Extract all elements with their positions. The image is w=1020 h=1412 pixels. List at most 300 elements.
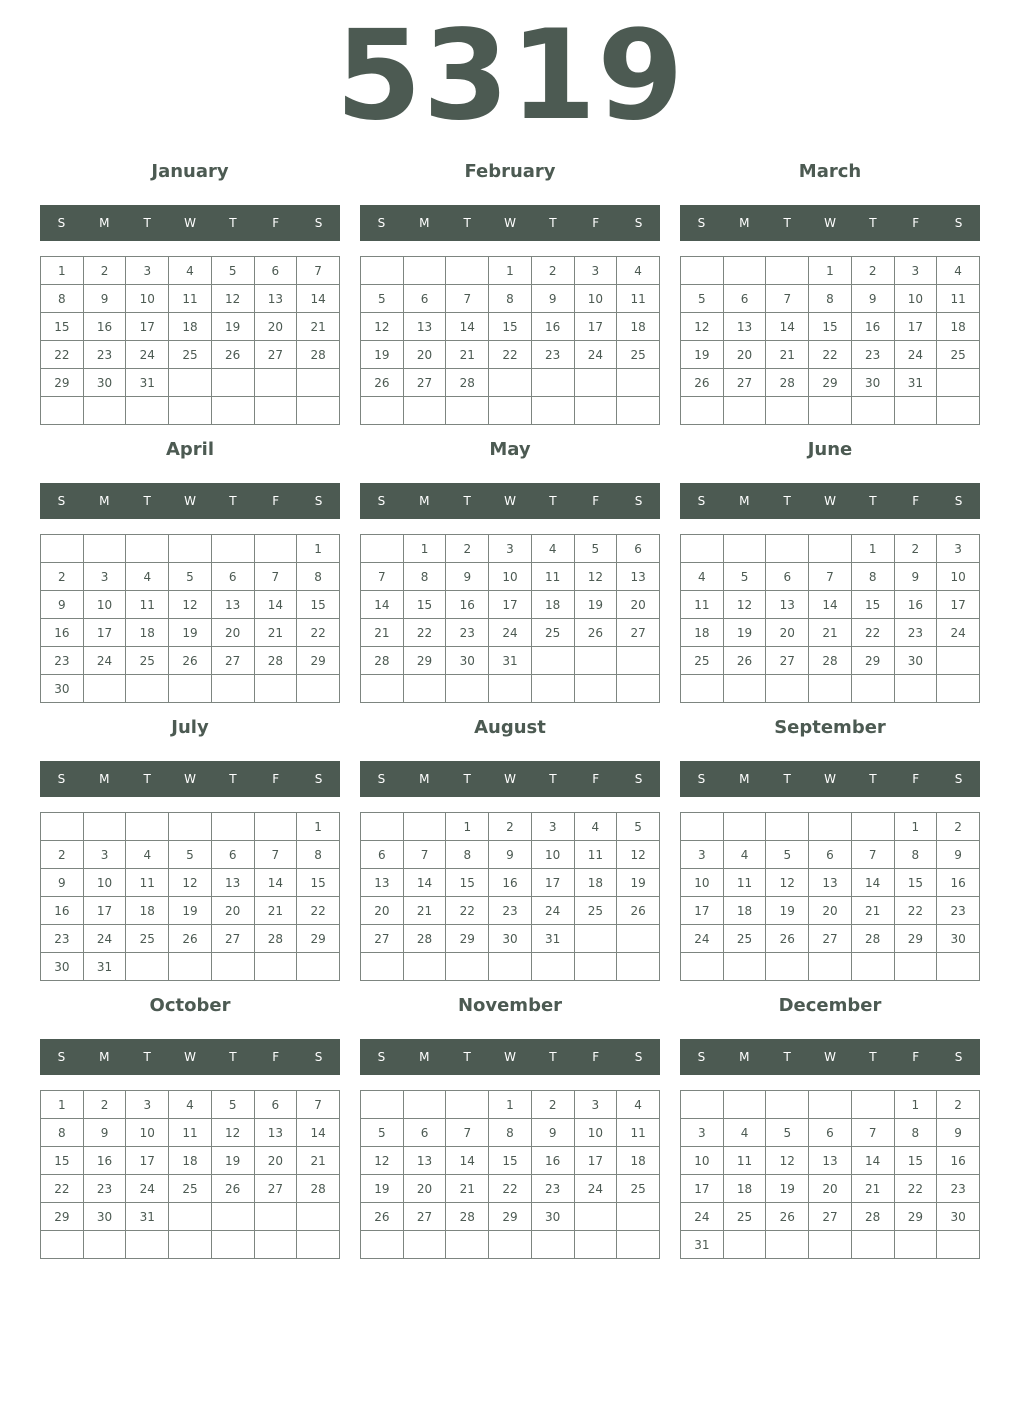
day-cell: 22 [894, 897, 937, 925]
week-row [41, 675, 340, 703]
day-cell: 3 [126, 257, 169, 285]
day-cell: 19 [766, 1175, 809, 1203]
empty-day-cell [809, 397, 852, 425]
empty-day-cell [254, 1203, 297, 1231]
weekday-label: S [377, 1050, 386, 1064]
weekday-label: M [419, 772, 430, 786]
day-cell: 30 [894, 647, 937, 675]
day-cell: 15 [446, 869, 489, 897]
weekday-label: T [229, 216, 237, 230]
day-cell: 19 [681, 341, 724, 369]
week-row [681, 619, 980, 647]
empty-day-cell [681, 813, 724, 841]
weekday-label: F [272, 216, 280, 230]
day-grid [680, 256, 980, 425]
day-cell: 11 [126, 591, 169, 619]
day-cell: 24 [574, 1175, 617, 1203]
week-row [41, 1203, 340, 1231]
day-cell: 3 [681, 1119, 724, 1147]
day-cell: 21 [446, 341, 489, 369]
week-row [41, 1119, 340, 1147]
day-cell: 1 [297, 813, 340, 841]
empty-day-cell [169, 813, 212, 841]
day-cell: 4 [169, 1091, 212, 1119]
day-cell: 13 [211, 869, 254, 897]
empty-day-cell [169, 675, 212, 703]
day-cell: 19 [617, 869, 660, 897]
weekday-label: T [229, 772, 237, 786]
day-cell: 24 [531, 897, 574, 925]
day-cell: 20 [211, 619, 254, 647]
empty-day-cell [361, 397, 404, 425]
day-cell: 20 [403, 341, 446, 369]
day-cell: 31 [531, 925, 574, 953]
day-cell: 11 [169, 1119, 212, 1147]
day-cell: 27 [723, 369, 766, 397]
day-cell: 17 [83, 897, 126, 925]
day-cell: 1 [403, 535, 446, 563]
day-cell: 6 [809, 1119, 852, 1147]
weekday-label: M [99, 1050, 110, 1064]
day-cell: 9 [894, 563, 937, 591]
day-cell: 29 [894, 925, 937, 953]
day-cell: 26 [361, 369, 404, 397]
day-cell: 21 [254, 619, 297, 647]
week-row [361, 813, 660, 841]
day-cell: 28 [851, 1203, 894, 1231]
day-cell: 28 [403, 925, 446, 953]
day-cell: 30 [937, 925, 980, 953]
day-cell: 24 [681, 1203, 724, 1231]
weekday-label: M [99, 494, 110, 508]
day-cell: 16 [489, 869, 532, 897]
day-cell: 26 [574, 619, 617, 647]
day-cell: 12 [169, 869, 212, 897]
week-row [681, 369, 980, 397]
weekday-label: T [143, 772, 151, 786]
day-cell: 16 [41, 897, 84, 925]
empty-day-cell [403, 953, 446, 981]
day-cell: 16 [894, 591, 937, 619]
day-cell: 24 [937, 619, 980, 647]
day-grid [40, 256, 340, 425]
week-row [361, 1175, 660, 1203]
day-cell: 7 [851, 1119, 894, 1147]
empty-day-cell [723, 1231, 766, 1259]
day-cell: 4 [126, 841, 169, 869]
day-cell: 8 [41, 1119, 84, 1147]
day-cell: 24 [681, 925, 724, 953]
empty-day-cell [297, 397, 340, 425]
day-cell: 13 [809, 1147, 852, 1175]
day-cell: 1 [489, 257, 532, 285]
day-cell: 12 [766, 1147, 809, 1175]
day-cell: 10 [126, 285, 169, 313]
day-cell: 28 [851, 925, 894, 953]
weekday-header [40, 483, 340, 519]
empty-day-cell [766, 675, 809, 703]
day-cell: 26 [723, 647, 766, 675]
empty-day-cell [617, 1203, 660, 1231]
day-cell: 29 [297, 647, 340, 675]
empty-day-cell [169, 369, 212, 397]
weekday-label: M [739, 216, 750, 230]
weekday-label: M [419, 216, 430, 230]
day-cell: 3 [894, 257, 937, 285]
day-cell: 13 [766, 591, 809, 619]
weekday-label: T [143, 1050, 151, 1064]
day-cell: 26 [169, 647, 212, 675]
day-cell: 17 [126, 1147, 169, 1175]
weekday-label: F [592, 772, 600, 786]
empty-day-cell [681, 257, 724, 285]
weekday-header [680, 483, 980, 519]
empty-day-cell [851, 397, 894, 425]
day-cell: 14 [297, 285, 340, 313]
week-row [41, 953, 340, 981]
empty-day-cell [617, 1231, 660, 1259]
day-cell: 1 [489, 1091, 532, 1119]
day-cell: 1 [41, 1091, 84, 1119]
week-row [41, 1175, 340, 1203]
week-row [681, 1147, 980, 1175]
day-cell: 21 [851, 1175, 894, 1203]
weekday-label: W [184, 216, 196, 230]
weekday-label: T [549, 494, 557, 508]
week-row [681, 341, 980, 369]
empty-day-cell [41, 397, 84, 425]
day-cell: 18 [723, 897, 766, 925]
empty-day-cell [41, 813, 84, 841]
day-cell: 26 [617, 897, 660, 925]
day-cell: 22 [446, 897, 489, 925]
month-name: June [807, 439, 853, 460]
day-cell: 14 [446, 1147, 489, 1175]
day-cell: 1 [894, 1091, 937, 1119]
day-cell: 29 [446, 925, 489, 953]
empty-day-cell [809, 813, 852, 841]
empty-day-cell [254, 369, 297, 397]
day-cell: 14 [361, 591, 404, 619]
day-cell: 5 [169, 841, 212, 869]
day-cell: 23 [894, 619, 937, 647]
day-cell: 11 [617, 1119, 660, 1147]
day-cell: 8 [403, 563, 446, 591]
empty-day-cell [681, 675, 724, 703]
empty-day-cell [126, 1231, 169, 1259]
day-cell: 29 [894, 1203, 937, 1231]
day-cell: 9 [531, 285, 574, 313]
weekday-label: F [592, 494, 600, 508]
empty-day-cell [617, 397, 660, 425]
empty-day-cell [361, 813, 404, 841]
day-cell: 3 [681, 841, 724, 869]
empty-day-cell [809, 1231, 852, 1259]
week-row [361, 1231, 660, 1259]
empty-day-cell [681, 953, 724, 981]
day-cell: 27 [254, 341, 297, 369]
week-row [681, 1175, 980, 1203]
empty-day-cell [297, 1203, 340, 1231]
day-cell: 7 [809, 563, 852, 591]
day-cell: 25 [681, 647, 724, 675]
weekday-label: T [229, 1050, 237, 1064]
weekday-label: T [869, 494, 877, 508]
empty-day-cell [361, 535, 404, 563]
week-row [681, 535, 980, 563]
day-cell: 25 [937, 341, 980, 369]
day-cell: 2 [446, 535, 489, 563]
day-cell: 4 [723, 1119, 766, 1147]
weekday-label: T [463, 772, 471, 786]
day-cell: 13 [617, 563, 660, 591]
week-row [361, 397, 660, 425]
week-row [361, 1119, 660, 1147]
weekday-label: T [783, 216, 791, 230]
week-row [41, 285, 340, 313]
day-cell: 2 [937, 1091, 980, 1119]
empty-day-cell [297, 369, 340, 397]
day-cell: 25 [574, 897, 617, 925]
weekday-label: W [504, 772, 516, 786]
empty-day-cell [937, 675, 980, 703]
weekday-label: T [549, 216, 557, 230]
day-cell: 12 [681, 313, 724, 341]
day-cell: 29 [403, 647, 446, 675]
empty-day-cell [169, 535, 212, 563]
day-cell: 7 [851, 841, 894, 869]
empty-day-cell [531, 953, 574, 981]
day-cell: 9 [41, 869, 84, 897]
empty-day-cell [211, 1231, 254, 1259]
week-row [41, 813, 340, 841]
day-cell: 5 [681, 285, 724, 313]
day-cell: 30 [41, 953, 84, 981]
day-cell: 29 [851, 647, 894, 675]
day-cell: 20 [809, 1175, 852, 1203]
day-cell: 23 [446, 619, 489, 647]
day-cell: 9 [531, 1119, 574, 1147]
day-cell: 6 [361, 841, 404, 869]
day-cell: 27 [809, 925, 852, 953]
weekday-label: W [824, 216, 836, 230]
day-cell: 13 [723, 313, 766, 341]
empty-day-cell [574, 953, 617, 981]
day-cell: 20 [723, 341, 766, 369]
day-cell: 6 [617, 535, 660, 563]
day-cell: 17 [489, 591, 532, 619]
weekday-label: W [504, 1050, 516, 1064]
weekday-label: S [57, 1050, 66, 1064]
day-cell: 13 [809, 869, 852, 897]
weekday-label: S [57, 772, 66, 786]
month-name: July [171, 717, 209, 738]
day-cell: 31 [489, 647, 532, 675]
empty-day-cell [723, 1091, 766, 1119]
day-cell: 27 [809, 1203, 852, 1231]
weekday-label: T [869, 216, 877, 230]
day-cell: 8 [41, 285, 84, 313]
empty-day-cell [361, 257, 404, 285]
day-cell: 23 [937, 897, 980, 925]
day-cell: 3 [574, 257, 617, 285]
day-cell: 19 [211, 313, 254, 341]
empty-day-cell [489, 675, 532, 703]
day-cell: 29 [41, 369, 84, 397]
week-row [681, 1119, 980, 1147]
day-cell: 22 [41, 341, 84, 369]
day-grid [680, 812, 980, 981]
day-cell: 6 [211, 841, 254, 869]
empty-day-cell [617, 647, 660, 675]
day-cell: 28 [297, 1175, 340, 1203]
empty-day-cell [766, 1231, 809, 1259]
day-cell: 8 [809, 285, 852, 313]
day-cell: 6 [211, 563, 254, 591]
day-cell: 17 [574, 1147, 617, 1175]
day-cell: 16 [83, 1147, 126, 1175]
day-cell: 13 [361, 869, 404, 897]
day-cell: 30 [937, 1203, 980, 1231]
weekday-label: W [184, 772, 196, 786]
week-row [361, 647, 660, 675]
weekday-label: W [504, 216, 516, 230]
day-cell: 18 [169, 313, 212, 341]
empty-day-cell [531, 647, 574, 675]
empty-day-cell [403, 1091, 446, 1119]
empty-day-cell [361, 1231, 404, 1259]
day-cell: 4 [681, 563, 724, 591]
week-row [681, 1091, 980, 1119]
day-cell: 5 [211, 1091, 254, 1119]
day-cell: 14 [446, 313, 489, 341]
weekday-label: F [912, 216, 920, 230]
empty-day-cell [83, 397, 126, 425]
weekday-label: S [377, 216, 386, 230]
empty-day-cell [297, 675, 340, 703]
empty-day-cell [766, 953, 809, 981]
empty-day-cell [446, 675, 489, 703]
weekday-label: F [912, 1050, 920, 1064]
day-cell: 25 [723, 925, 766, 953]
day-cell: 22 [894, 1175, 937, 1203]
weekday-label: W [184, 1050, 196, 1064]
week-row [41, 869, 340, 897]
day-cell: 10 [574, 285, 617, 313]
month-name: May [489, 439, 531, 460]
empty-day-cell [403, 813, 446, 841]
day-cell: 17 [126, 313, 169, 341]
day-cell: 17 [681, 1175, 724, 1203]
day-cell: 10 [574, 1119, 617, 1147]
empty-day-cell [211, 675, 254, 703]
empty-day-cell [446, 1231, 489, 1259]
day-cell: 17 [574, 313, 617, 341]
week-row [41, 1147, 340, 1175]
month-name: December [778, 995, 882, 1016]
empty-day-cell [937, 1231, 980, 1259]
empty-day-cell [297, 953, 340, 981]
week-row [361, 257, 660, 285]
day-cell: 24 [83, 925, 126, 953]
day-cell: 8 [489, 1119, 532, 1147]
day-cell: 15 [489, 1147, 532, 1175]
empty-day-cell [361, 1091, 404, 1119]
day-cell: 9 [41, 591, 84, 619]
empty-day-cell [723, 675, 766, 703]
day-cell: 30 [531, 1203, 574, 1231]
empty-day-cell [937, 369, 980, 397]
weekday-label: T [783, 1050, 791, 1064]
day-cell: 7 [446, 285, 489, 313]
day-cell: 27 [211, 925, 254, 953]
day-cell: 17 [681, 897, 724, 925]
weekday-header [360, 1039, 660, 1075]
weekday-label: M [419, 1050, 430, 1064]
day-cell: 19 [169, 897, 212, 925]
day-cell: 18 [617, 313, 660, 341]
weekday-label: M [739, 772, 750, 786]
week-row [361, 1203, 660, 1231]
day-cell: 24 [83, 647, 126, 675]
day-cell: 30 [41, 675, 84, 703]
weekday-label: W [824, 1050, 836, 1064]
day-cell: 14 [851, 869, 894, 897]
day-cell: 3 [83, 563, 126, 591]
day-cell: 3 [574, 1091, 617, 1119]
week-row [41, 619, 340, 647]
day-cell: 4 [531, 535, 574, 563]
weekday-label: S [57, 216, 66, 230]
weekday-label: T [549, 1050, 557, 1064]
day-cell: 27 [361, 925, 404, 953]
week-row [681, 841, 980, 869]
day-cell: 4 [617, 257, 660, 285]
day-cell: 8 [446, 841, 489, 869]
day-cell: 24 [894, 341, 937, 369]
day-cell: 19 [211, 1147, 254, 1175]
week-row [361, 619, 660, 647]
day-cell: 25 [169, 1175, 212, 1203]
day-grid [680, 534, 980, 703]
day-cell: 8 [297, 563, 340, 591]
empty-day-cell [766, 535, 809, 563]
day-cell: 21 [766, 341, 809, 369]
week-row [361, 1091, 660, 1119]
weekday-label: F [592, 1050, 600, 1064]
day-cell: 7 [254, 841, 297, 869]
weekday-label: M [739, 1050, 750, 1064]
day-cell: 23 [489, 897, 532, 925]
day-grid [40, 534, 340, 703]
day-cell: 18 [681, 619, 724, 647]
empty-day-cell [297, 1231, 340, 1259]
weekday-label: T [463, 494, 471, 508]
empty-day-cell [723, 257, 766, 285]
weekday-label: T [549, 772, 557, 786]
empty-day-cell [403, 397, 446, 425]
week-row [41, 897, 340, 925]
weekday-label: F [912, 494, 920, 508]
week-row [681, 257, 980, 285]
day-cell: 18 [723, 1175, 766, 1203]
day-cell: 2 [489, 813, 532, 841]
day-cell: 7 [403, 841, 446, 869]
day-cell: 22 [297, 897, 340, 925]
day-cell: 14 [297, 1119, 340, 1147]
empty-day-cell [766, 257, 809, 285]
empty-day-cell [617, 369, 660, 397]
